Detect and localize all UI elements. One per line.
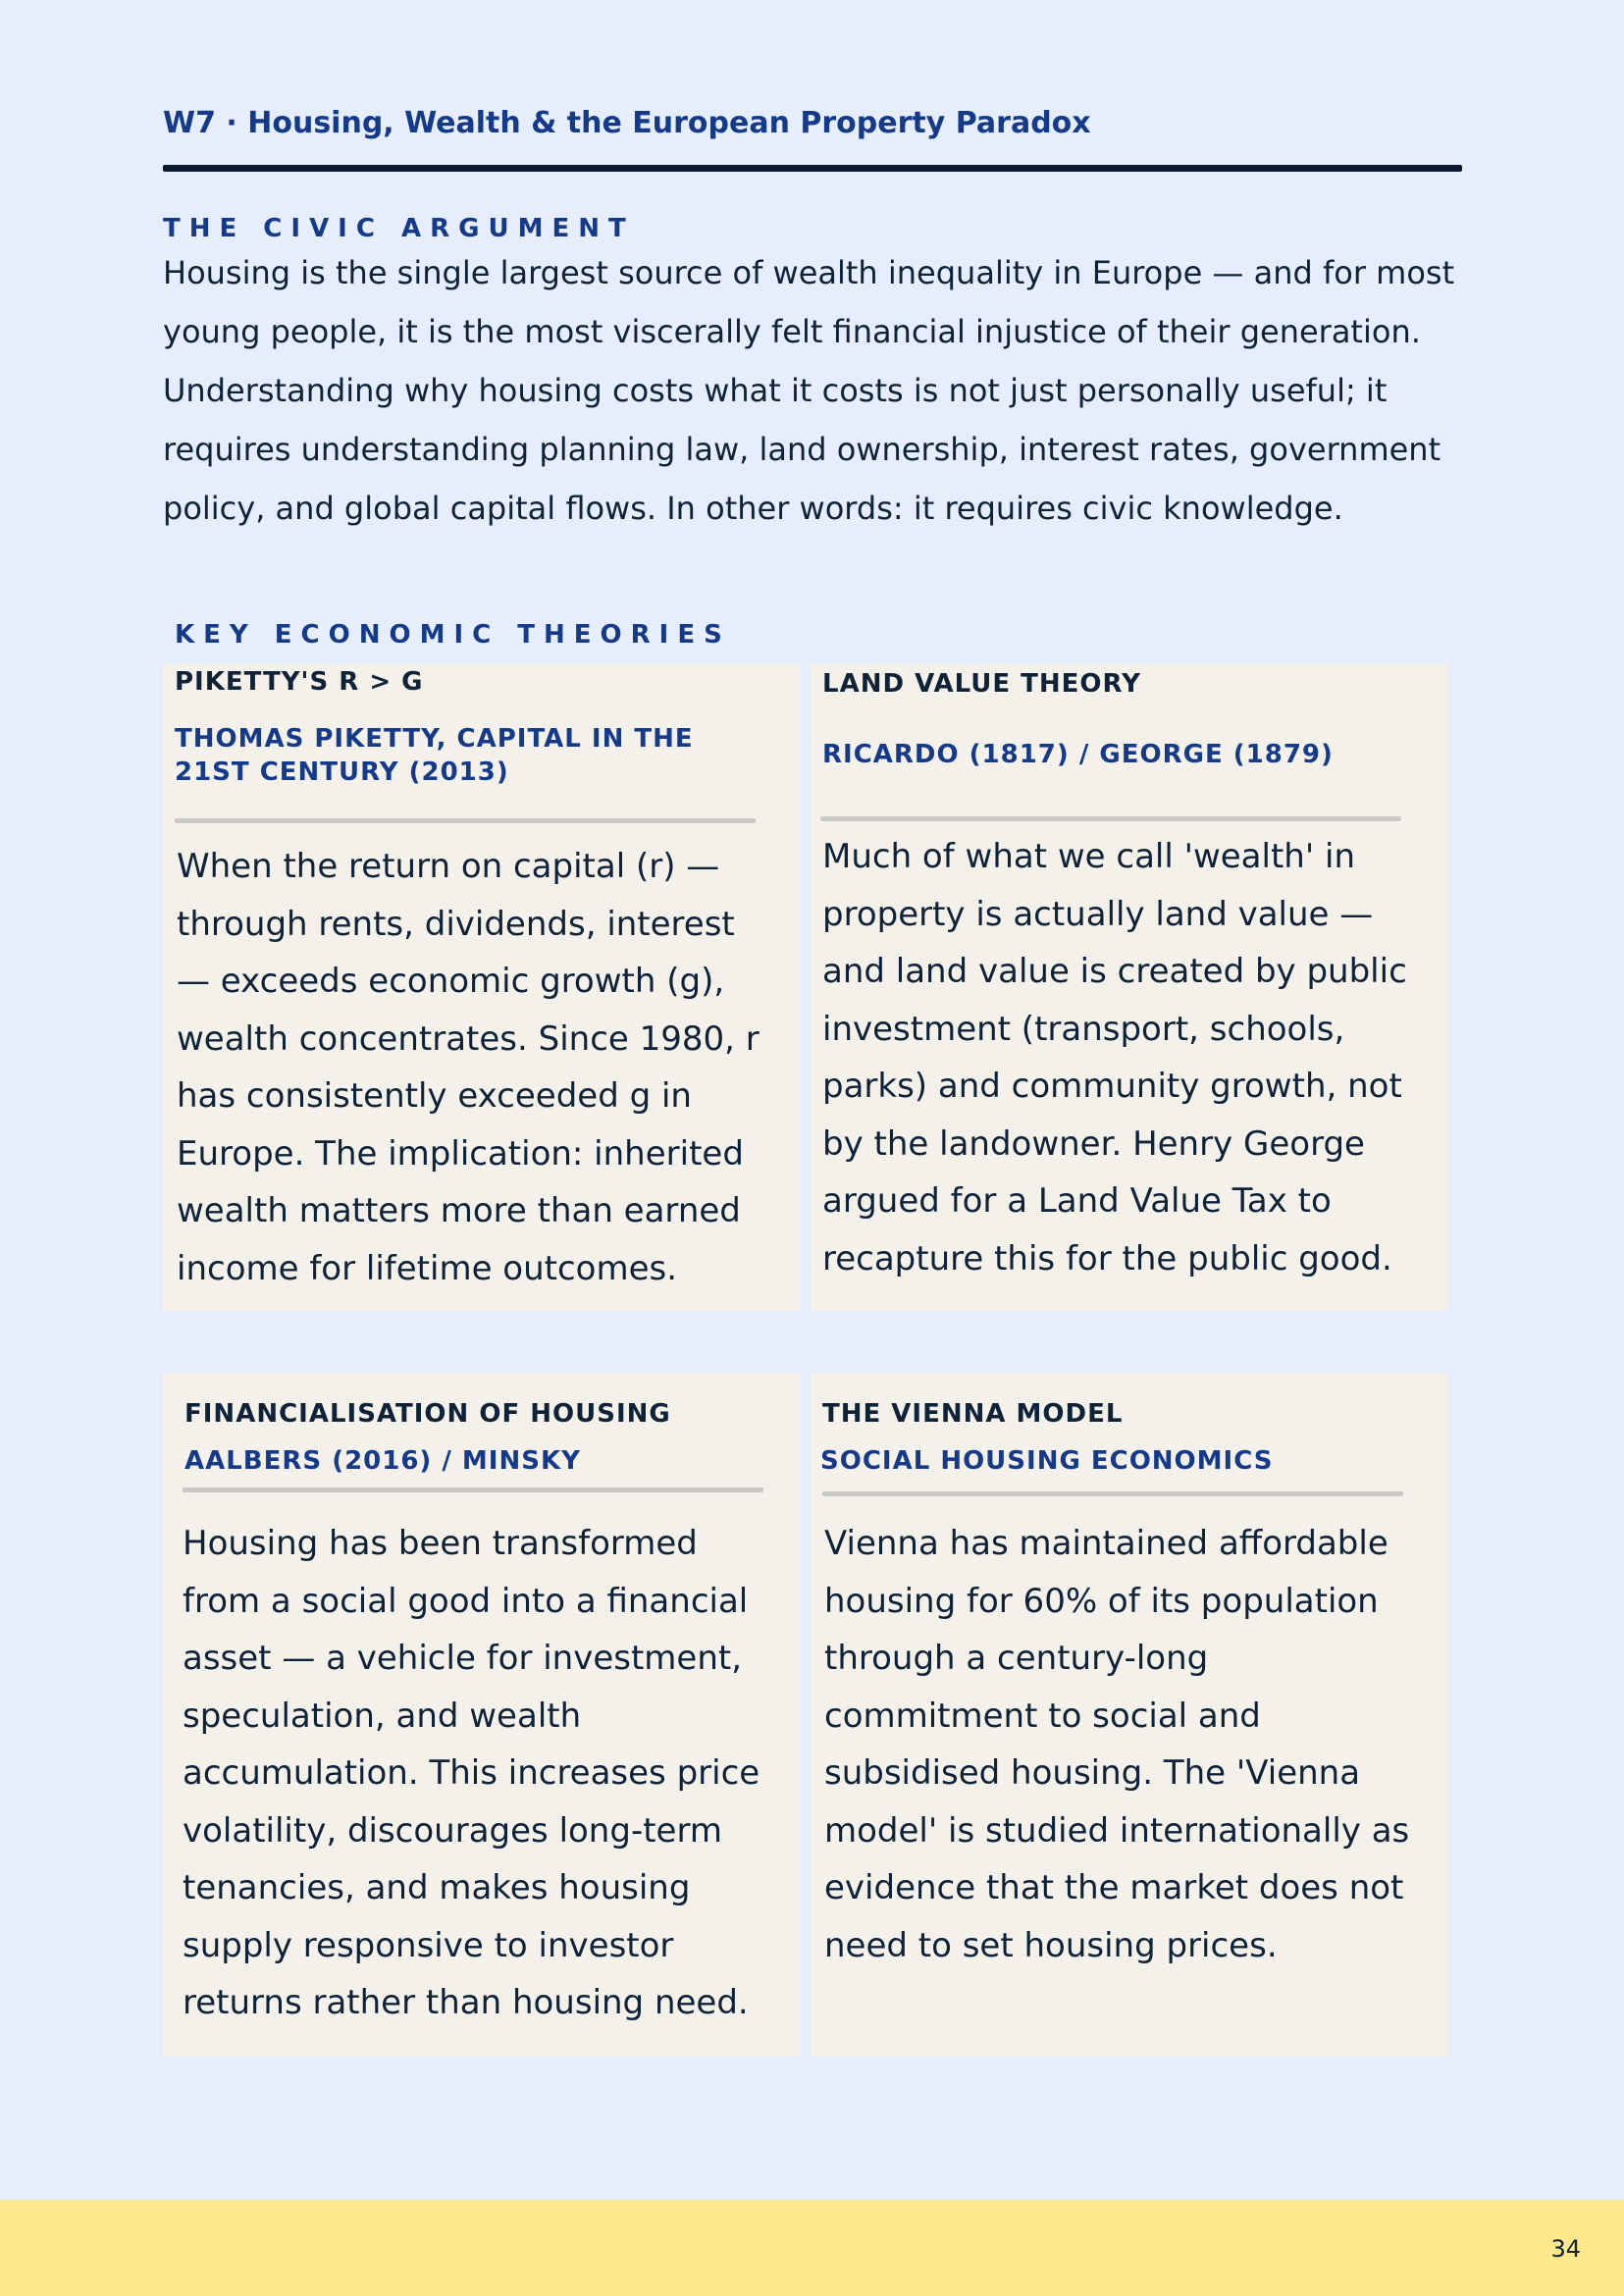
theory-card-land-value <box>811 663 1448 1311</box>
theory-card-financialisation <box>163 1374 801 2057</box>
card-source: THOMAS PIKETTY, CAPITAL IN THE 21ST CENTURY (2013) <box>175 724 694 787</box>
card-source: RICARDO (1817) / GEORGE (1879) <box>822 740 1334 769</box>
card-divider <box>822 1491 1403 1496</box>
card-title: PIKETTY'S R > G <box>175 667 424 697</box>
card-body: Housing has been transformed from a social good into a financial asset — a vehicle for investment, speculation, and wealth accumulation. This increases price volatility, discourages long-term tenancies, and makes housing supply responsive to investor returns rather than housing need. <box>183 1524 760 2022</box>
card-title: THE VIENNA MODEL <box>822 1399 1124 1429</box>
theory-card-piketty <box>163 663 801 1311</box>
card-body: When the return on capital (r) — through rents, dividends, interest — exceeds economic growth (g), wealth concentrates. Since 1980, r has consistently exceeded g in Europe. The implication: inherited wealth matters more than earned income for lifetime outcomes. <box>177 847 760 1288</box>
card-body: Vienna has maintained affordable housing for 60% of its population through a century-long commitment to social and subsidised housing. The 'Vienna model' is studied internationally as evidence that the market does not need to set housing prices. <box>824 1524 1410 1965</box>
card-source: SOCIAL HOUSING ECONOMICS <box>820 1446 1274 1476</box>
civic-argument-paragraph: Housing is the single largest source of wealth inequality in Europe — and for most young people, it is the most viscerally felt financial injustice of their generation. Understanding why housing costs what it costs is not just personally useful; it requires understanding planning law, land ownership, interest rates, government policy, and global capital flows. In other words: it requires civic knowledge. <box>163 254 1455 527</box>
page-header-title: W7 · Housing, Wealth & the European Property Paradox <box>163 106 1091 140</box>
key-theories-heading: KEY ECONOMIC THEORIES <box>175 620 731 650</box>
page-number: 34 <box>1550 2235 1581 2263</box>
footer-bar <box>0 2200 1624 2296</box>
card-title: LAND VALUE THEORY <box>822 669 1141 699</box>
card-divider <box>820 816 1401 821</box>
card-source: AALBERS (2016) / MINSKY <box>184 1446 581 1476</box>
header-divider <box>163 165 1462 172</box>
card-body: Much of what we call 'wealth' in property is actually land value — and land value is created by public investment (transport, schools, parks) and community growth, not by the landowner. Henry George argued for a Land Value Tax to recapture this for the public good. <box>822 837 1407 1278</box>
civic-argument-heading: THE CIVIC ARGUMENT <box>163 214 635 243</box>
card-divider <box>175 818 756 823</box>
card-title: FINANCIALISATION OF HOUSING <box>184 1399 671 1429</box>
card-divider <box>183 1487 763 1492</box>
theory-card-vienna <box>811 1374 1448 2057</box>
